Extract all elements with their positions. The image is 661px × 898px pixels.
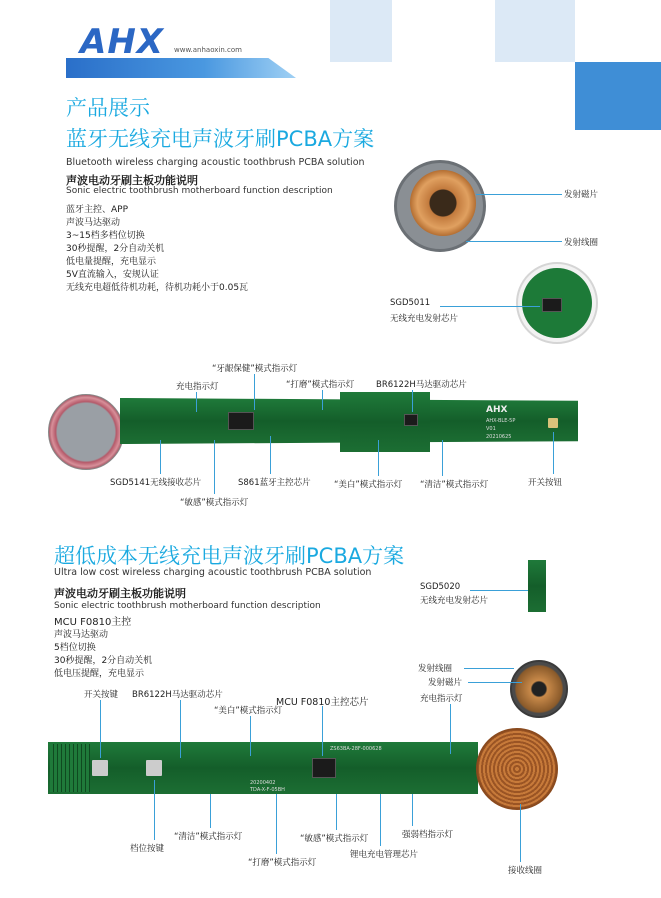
leader-line xyxy=(270,436,271,474)
feature-item: MCU F0810主控 xyxy=(54,617,132,628)
feature-item: 低电压提醒，充电显示 xyxy=(54,669,145,679)
leader-line xyxy=(322,390,323,410)
feature-item: 30秒提醒，2分自动关机 xyxy=(66,244,165,254)
label-rx-coil: 接收线圈 xyxy=(508,866,543,876)
label-sensitive-2: “敏感”模式指示灯 xyxy=(300,834,369,844)
label-strength: 强弱档指示灯 xyxy=(402,830,454,840)
board1-model: AHX-BLE-5P xyxy=(486,418,516,424)
label-tx-coil: 发射线圈 xyxy=(564,238,599,248)
leader-line xyxy=(380,794,381,846)
leader-line xyxy=(210,794,211,828)
leader-line xyxy=(520,804,521,862)
feature-item: 3~15档多档位切换 xyxy=(66,231,145,241)
label-gum-care: “牙龈保健”模式指示灯 xyxy=(212,364,298,374)
board1-logo: AHX xyxy=(486,405,508,415)
tx-chip xyxy=(542,298,562,312)
deco-square-2 xyxy=(495,0,575,62)
leader-line xyxy=(180,700,181,758)
label-charge-led-2: 充电指示灯 xyxy=(420,694,463,704)
label-polish-2: “打磨”模式指示灯 xyxy=(248,858,317,868)
label-sensitive-1: “敏感”模式指示灯 xyxy=(180,498,249,508)
label-motor-chip-2: BR6122H马达驱动芯片 xyxy=(132,690,223,700)
feature-item: 无线充电超低待机功耗，待机功耗小于0.05瓦 xyxy=(66,283,249,293)
mcu-chip xyxy=(312,758,336,778)
board1-version: V01 xyxy=(486,426,496,432)
section2-title-en: Ultra low cost wireless charging acoustic toothbrush PCBA solution xyxy=(54,567,372,578)
deco-square-3 xyxy=(575,62,661,130)
section1-title-en: Bluetooth wireless charging acoustic toothbrush PCBA solution xyxy=(66,157,365,168)
board2-model: TDA-X-F-05BH xyxy=(250,787,285,793)
label-tx-coil-2: 发射线圈 xyxy=(418,664,453,674)
label-switch: 开关按钮 xyxy=(528,478,563,488)
label-rx-chip: SGD5141无线接收芯片 xyxy=(110,478,202,488)
label-polish-1: “打磨”模式指示灯 xyxy=(286,380,355,390)
feature-item: 低电量提醒，充电显示 xyxy=(66,257,157,267)
label-motor-chip-1: BR6122H马达驱动芯片 xyxy=(376,380,467,390)
brand-url: www.anhaoxin.com xyxy=(174,46,242,54)
label-power-key: 开关按键 xyxy=(84,690,119,700)
leader-line xyxy=(450,704,451,754)
leader-line xyxy=(160,440,161,474)
leader-line xyxy=(196,392,197,412)
label-tx-chip-desc: 无线充电发射芯片 xyxy=(390,314,459,324)
leader-line xyxy=(276,794,277,854)
feature-item: 声波马达驱动 xyxy=(54,630,109,640)
leader-line xyxy=(464,668,514,669)
section2-subtitle-en: Sonic electric toothbrush motherboard function description xyxy=(54,601,321,611)
section2-title: 超低成本无线充电声波牙刷PCBA方案 xyxy=(54,544,405,568)
leader-line xyxy=(250,716,251,756)
label-whitening-1: “美白”模式指示灯 xyxy=(334,480,403,490)
feature-item: 5档位切换 xyxy=(54,643,96,653)
leader-line xyxy=(214,440,215,494)
leader-line xyxy=(412,390,413,412)
label-tx-chip-model: SGD5011 xyxy=(390,298,431,308)
label-mcu: MCU F0810主控芯片 xyxy=(276,697,369,708)
rx-coil-2 xyxy=(476,728,558,810)
deco-square-1 xyxy=(330,0,392,62)
section2-features xyxy=(54,616,152,681)
board2-date: 20200402 xyxy=(250,780,276,786)
gear-key-pad xyxy=(146,760,162,776)
leader-line xyxy=(468,682,522,683)
label-li-charge: 锂电充电管理芯片 xyxy=(350,850,419,860)
leader-line xyxy=(466,241,562,242)
label-clean-2: “清洁”模式指示灯 xyxy=(174,832,243,842)
label-tx-chip-model-2: SGD5020 xyxy=(420,582,461,592)
leader-line xyxy=(412,794,413,826)
feature-item: 30秒提醒，2分自动关机 xyxy=(54,656,153,666)
tx-board-2 xyxy=(528,560,546,612)
section1-subtitle-en: Sonic electric toothbrush motherboard function description xyxy=(66,186,333,196)
leader-line xyxy=(476,194,562,195)
leader-line xyxy=(100,700,101,758)
brand-logo: AHX xyxy=(80,22,164,62)
feature-item: 5V直流输入，安规认证 xyxy=(66,270,159,280)
section1-subtitle: 声波电动牙刷主板功能说明 xyxy=(66,174,198,187)
label-clean-1: “清洁”模式指示灯 xyxy=(420,480,489,490)
leader-line xyxy=(378,440,379,476)
leader-line xyxy=(470,590,528,591)
feature-item: 蓝牙主控、APP xyxy=(66,205,129,215)
tx-coil-2 xyxy=(510,660,568,718)
page-title: 产品展示 xyxy=(66,96,150,120)
power-key-pad xyxy=(92,760,108,776)
board2-code: ZS63BA-28F-000628 xyxy=(330,746,382,752)
leader-line xyxy=(254,374,255,410)
label-charge-led-1: 充电指示灯 xyxy=(176,382,219,392)
label-bt-chip: S861蓝牙主控芯片 xyxy=(238,478,311,488)
label-tx-magnet-2: 发射磁片 xyxy=(428,678,463,688)
bt-chip xyxy=(228,412,254,430)
label-gear-key: 档位按键 xyxy=(130,844,165,854)
section1-features xyxy=(66,204,248,295)
section2-subtitle: 声波电动牙刷主板功能说明 xyxy=(54,587,186,600)
label-tx-magnet: 发射磁片 xyxy=(564,190,599,200)
board2-perfboard xyxy=(50,744,90,792)
leader-line xyxy=(553,432,554,474)
feature-item: 声波马达驱动 xyxy=(66,218,121,228)
board1-date: 20210625 xyxy=(486,434,512,440)
section1-title: 蓝牙无线充电声波牙刷PCBA方案 xyxy=(66,127,375,151)
label-whitening-2: “美白”模式指示灯 xyxy=(214,706,283,716)
rx-coil-1 xyxy=(48,394,124,470)
motor-chip-1 xyxy=(404,414,418,426)
label-tx-chip-desc-2: 无线充电发射芯片 xyxy=(420,596,489,606)
leader-line xyxy=(336,794,337,830)
leader-line xyxy=(154,780,155,840)
leader-line xyxy=(442,440,443,476)
leader-line xyxy=(322,706,323,756)
tx-coil-winding xyxy=(410,170,476,236)
switch-pad xyxy=(548,418,558,428)
leader-line xyxy=(440,306,540,307)
